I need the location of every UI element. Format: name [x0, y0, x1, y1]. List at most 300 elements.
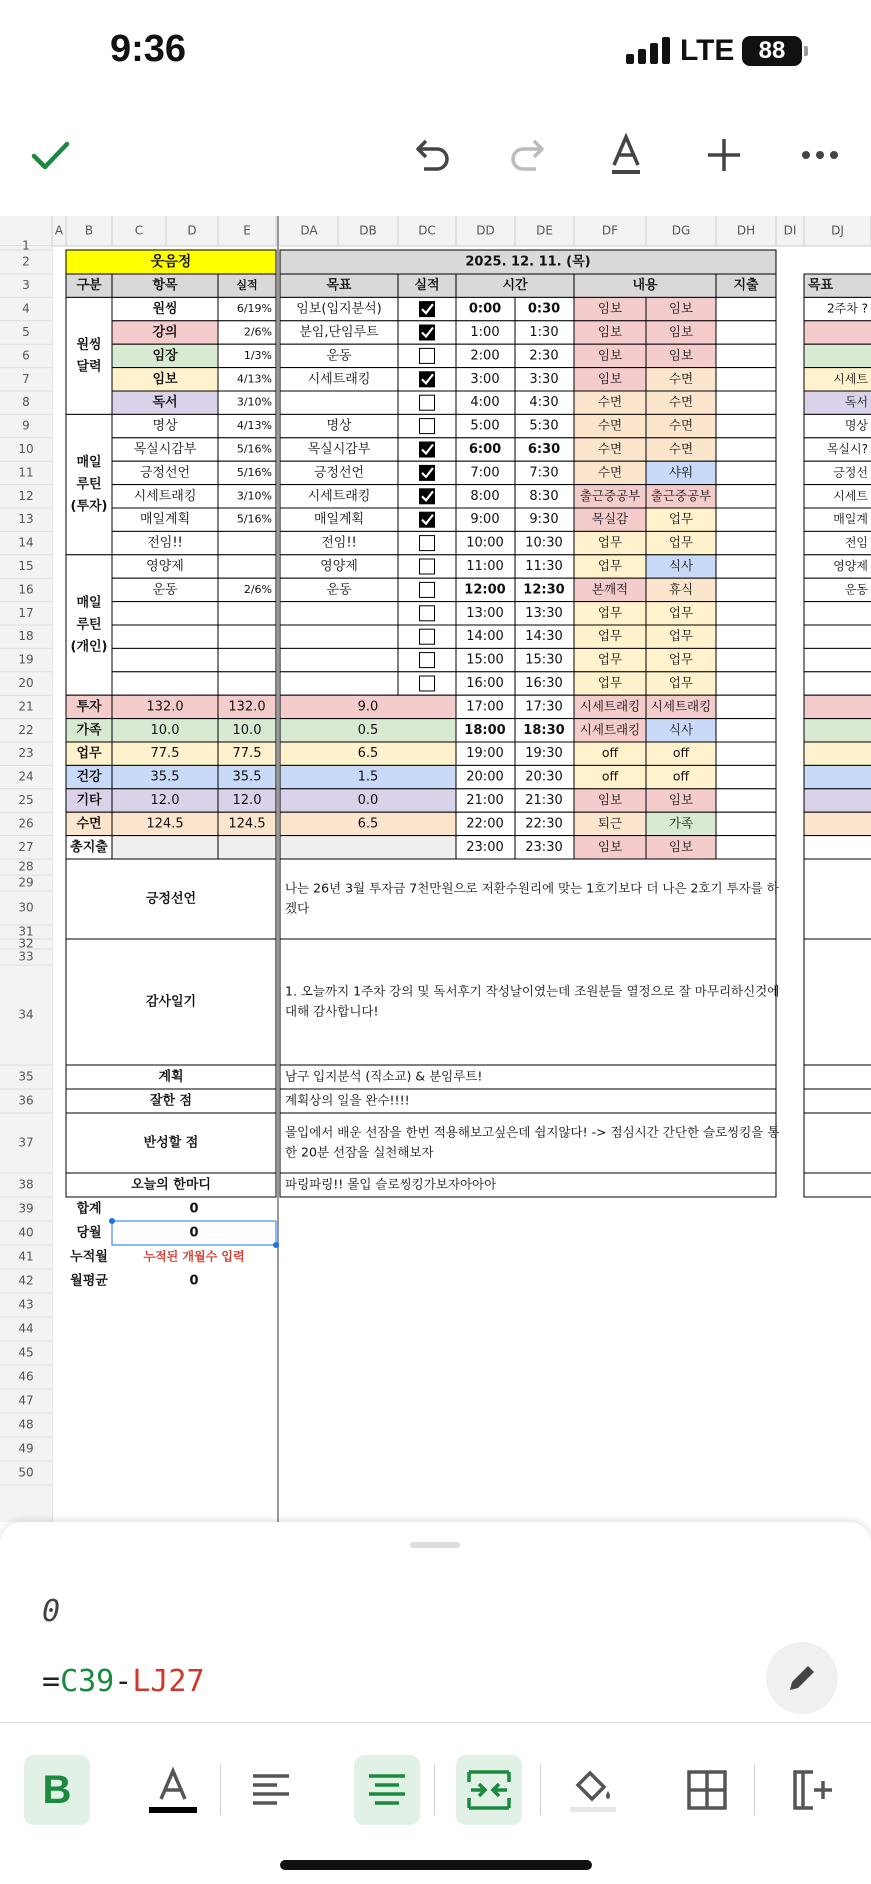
column-header-DJ: DJ [831, 223, 844, 238]
row-header-29: 29 [18, 875, 34, 890]
time-end: 4:30 [529, 395, 559, 411]
time-end: 23:30 [525, 839, 563, 855]
time-start: 20:00 [466, 769, 504, 785]
summary-label: 당월 [76, 1225, 102, 1241]
column-header-E: E [243, 223, 251, 238]
column-header-DD: DD [476, 223, 495, 238]
expense-cell [716, 438, 776, 461]
content-second: 업무 [668, 534, 694, 550]
time-end: 6:30 [527, 442, 561, 457]
item-label: 매일계획 [139, 512, 191, 528]
category-actual: 10.0 [232, 722, 262, 738]
goal-label: 운동 [326, 348, 352, 364]
result-cell [218, 555, 276, 578]
time-end: 22:30 [525, 816, 563, 832]
pencil-icon [784, 1660, 820, 1696]
column-header-DE: DE [536, 223, 553, 238]
column-header-DI: DI [783, 223, 797, 238]
fill-color-icon[interactable] [560, 1755, 626, 1825]
checkbox-unchecked [420, 676, 435, 691]
content-first: 시세트래킹 [579, 698, 641, 714]
peek-cat-cell [804, 812, 871, 835]
goal-label: 명상 [326, 418, 352, 434]
time-end: 0:30 [527, 301, 561, 317]
column-header-DA: DA [300, 223, 318, 238]
group-label: (투자) [70, 499, 108, 515]
time-end: 12:30 [523, 582, 565, 598]
content-second: 식사 [668, 721, 694, 737]
peek-text: 매일계 [833, 512, 868, 527]
column-header-DC: DC [418, 223, 436, 238]
content-second: 휴식 [668, 581, 694, 597]
content-first: 수면 [597, 464, 623, 480]
time-end: 20:30 [525, 769, 563, 785]
time-start: 11:00 [466, 559, 504, 574]
header-category: 구분 [76, 278, 102, 294]
time-start: 1:00 [470, 325, 500, 340]
column-header-DF: DF [601, 223, 619, 238]
time-start: 8:00 [470, 488, 500, 504]
item-cell [112, 625, 218, 648]
item-cell [112, 648, 218, 671]
time-start: 14:00 [466, 629, 504, 645]
content-second: 업무 [668, 604, 694, 620]
summary-label: 누적월 [70, 1249, 108, 1265]
expense-cell [716, 321, 776, 344]
time-start: 6:00 [468, 442, 502, 457]
group-label: 루틴 [76, 477, 102, 493]
time-end: 21:30 [525, 793, 563, 808]
expense-cell [716, 391, 776, 414]
goal-label: 목실시감부 [307, 442, 371, 457]
content-second: 샤워 [668, 464, 694, 480]
peek-cell [804, 672, 871, 695]
row-header-40: 40 [18, 1225, 34, 1240]
affirmation-body-text: 나는 26년 3월 투자금 7천만원으로 저환수원리에 맞는 1호기보다 더 나은 2호기 투자를 하 [285, 880, 779, 896]
left-title: 웃음정 [150, 254, 192, 270]
time-start: 0:00 [468, 301, 502, 317]
category-amount: 12.0 [150, 793, 180, 808]
row-header-13: 13 [18, 512, 34, 527]
goal-cell [280, 625, 398, 648]
content-second: 임보 [668, 324, 694, 339]
content-second: 시세트래킹 [650, 698, 712, 714]
time-end: 15:30 [525, 652, 563, 668]
content-first: 임보 [597, 792, 623, 807]
well-done-body-text: 계획상의 일을 완수!!!! [285, 1092, 410, 1108]
row-header-15: 15 [18, 559, 34, 573]
group-cell [66, 297, 112, 414]
content-first: 출근중공부 [579, 487, 641, 503]
row-header-17: 17 [18, 605, 34, 620]
undo-icon[interactable] [404, 120, 460, 190]
time-end: 8:30 [529, 488, 559, 504]
time-start: 23:00 [466, 839, 504, 855]
drag-handle[interactable] [410, 1542, 460, 1548]
column-header-B: B [84, 223, 94, 238]
peek-text: 운동 [844, 582, 868, 597]
expense-cell [716, 297, 776, 320]
item-result: 4/13% [236, 419, 272, 433]
content-first: 임보 [597, 347, 623, 363]
item-result: 2/6% [243, 582, 272, 596]
text-color-icon[interactable] [140, 1755, 206, 1825]
add-icon[interactable] [696, 120, 752, 190]
gratitude-body-text: 대해 감사합니다! [285, 1003, 379, 1019]
item-label: 운동 [152, 582, 178, 598]
content-second: 수면 [668, 417, 694, 433]
category-actual: 132.0 [228, 699, 266, 715]
item-result: 6/19% [236, 302, 272, 316]
expense-cell [716, 672, 776, 695]
goal-cell [280, 648, 398, 671]
result-cell [218, 648, 276, 671]
time-start: 4:00 [470, 395, 500, 411]
item-label: 목실시감부 [133, 442, 197, 457]
category-label: 투자 [76, 699, 102, 715]
checkbox-unchecked [420, 559, 435, 574]
formula-text[interactable]: =C39-LJ27 [42, 1664, 205, 1699]
row-header-1: 1 [22, 238, 30, 253]
one-word-body-text: 파링파링!! 몰입 슬로씽킹가보자아아아 [285, 1176, 497, 1192]
header-content: 내용 [632, 278, 658, 294]
status-bar [0, 0, 871, 100]
date-label: 2025. 12. 11. (목) [465, 254, 591, 270]
battery-icon: 88 [742, 36, 802, 66]
category-actual: 12.0 [232, 793, 262, 808]
time-end: 10:30 [525, 535, 563, 551]
time-end: 14:30 [525, 629, 563, 645]
goal-label: 시세트래킹 [307, 488, 371, 504]
content-first: 시세트래킹 [579, 721, 641, 737]
selection-handle [109, 1218, 115, 1224]
checkbox-checked [419, 512, 435, 528]
goal-sum: 1.5 [357, 769, 379, 785]
row-header-36: 36 [18, 1093, 34, 1108]
row-header-44: 44 [18, 1321, 34, 1336]
summary-value: 0 [189, 1201, 199, 1217]
expense-cell [716, 461, 776, 484]
group-label: 달력 [76, 359, 102, 375]
spreadsheet-grid[interactable] [0, 216, 871, 1522]
row-header-30: 30 [18, 900, 34, 915]
time-start: 17:00 [466, 699, 504, 715]
header-item: 항목 [152, 278, 178, 294]
content-second: 임보 [668, 838, 694, 854]
content-second: 업무 [668, 675, 694, 690]
goal-label: 영양제 [320, 559, 358, 574]
time-start: 5:00 [470, 418, 500, 434]
item-label: 독서 [152, 395, 178, 411]
row-header-24: 24 [18, 769, 34, 784]
row-header-9: 9 [22, 418, 30, 433]
row-header-20: 20 [18, 676, 34, 690]
row-header-32: 32 [18, 936, 34, 951]
column-header-DG: DG [671, 223, 691, 238]
content-second: 식사 [668, 558, 694, 573]
column-header-DB: DB [359, 223, 377, 238]
content-first: 업무 [597, 651, 623, 667]
row-header-22: 22 [18, 722, 34, 737]
peek-body [804, 859, 871, 1197]
content-second: 업무 [668, 511, 694, 527]
header-done: 실적 [414, 278, 440, 294]
checkbox-unchecked [420, 582, 435, 597]
peek-cat-cell [804, 789, 871, 812]
summary-value: 0 [189, 1273, 199, 1289]
affirmation-body-text: 겠다 [285, 900, 310, 916]
row-header-46: 46 [18, 1369, 34, 1384]
result-cell [218, 625, 276, 648]
row-header-47: 47 [18, 1393, 34, 1408]
expense-cell [716, 602, 776, 625]
goal-sum: 6.5 [357, 816, 379, 832]
checkbox-unchecked [420, 653, 435, 668]
signal-icon [626, 36, 670, 64]
bold-icon[interactable]: B [24, 1755, 90, 1825]
align-left-icon[interactable] [238, 1755, 304, 1825]
content-second: 출근중공부 [650, 487, 712, 503]
goal-label: 긍정선언 [313, 465, 365, 481]
row-header-31: 31 [18, 924, 34, 939]
row-header-19: 19 [18, 652, 34, 667]
time-end: 7:30 [529, 465, 559, 481]
row-header-43: 43 [18, 1297, 34, 1312]
item-result: 5/16% [236, 442, 272, 456]
item-result: 5/16% [236, 465, 272, 479]
checkbox-unchecked [420, 419, 435, 434]
gratitude-body [280, 939, 776, 1065]
content-first: 퇴근 [597, 815, 623, 831]
peek-cell [804, 648, 871, 671]
content-first: 임보 [597, 300, 623, 316]
time-end: 13:30 [525, 605, 563, 621]
column-header-A: A [54, 223, 64, 238]
content-first: 업무 [597, 675, 623, 690]
reflection-label: 반성할 점 [143, 1135, 199, 1151]
row-header-42: 42 [18, 1273, 34, 1288]
content-second: 수면 [668, 441, 694, 456]
row-header-49: 49 [18, 1441, 34, 1456]
expense-cell [716, 836, 776, 859]
time-start: 10:00 [466, 535, 504, 551]
result-cell [218, 602, 276, 625]
item-result: 2/6% [243, 325, 272, 339]
expense-cell [716, 368, 776, 391]
peek-cat-cell [804, 836, 871, 859]
peek-cat-cell [804, 765, 871, 788]
time-start: 18:00 [464, 722, 506, 738]
format-toolbar [0, 1722, 871, 1832]
content-second: 업무 [668, 651, 694, 667]
row-header-35: 35 [18, 1069, 34, 1084]
checkbox-checked [419, 442, 435, 458]
goal-sum: 9.0 [357, 699, 379, 715]
text-format-icon[interactable] [598, 120, 654, 190]
merge-cells-icon[interactable] [456, 1755, 522, 1825]
row-header-41: 41 [18, 1249, 34, 1264]
category-amount: 132.0 [146, 699, 184, 715]
goal-label: 운동 [326, 582, 352, 598]
peek-cat-cell [804, 742, 871, 765]
plan-label: 계획 [158, 1069, 184, 1085]
peek-text: 긍정선 [833, 465, 868, 480]
row-header-2: 2 [22, 254, 30, 269]
category-label: 건강 [76, 769, 102, 785]
header-expense: 지출 [733, 278, 759, 294]
goal-sum-cell [280, 836, 456, 859]
goal-sum: 6.5 [357, 746, 379, 762]
column-header-C: C [134, 223, 144, 238]
expense-cell [716, 578, 776, 601]
goal-label: 매일계획 [313, 512, 365, 528]
expense-cell [716, 719, 776, 742]
category-amount: 35.5 [150, 769, 180, 785]
item-result: 1/3% [243, 348, 272, 362]
top-toolbar [0, 120, 871, 200]
reflection-body-text: 몰입에서 배운 선잠을 한번 적용해보고싶은데 쉽지않다! -> 점심시간 간단한 슬로씽킹을 통 [285, 1124, 780, 1140]
row-header-6: 6 [22, 348, 30, 363]
row-header-4: 4 [22, 301, 30, 316]
expense-cell [716, 625, 776, 648]
category-result [218, 836, 276, 859]
checkbox-unchecked [420, 606, 435, 621]
formula-panel [0, 1522, 871, 1884]
summary-value: 0 [189, 1225, 199, 1241]
time-start: 15:00 [466, 652, 504, 668]
time-end: 11:30 [525, 559, 563, 574]
status-time: 9:36 [110, 28, 187, 70]
row-header-10: 10 [18, 442, 34, 456]
peek-text: 2주차 ? [826, 301, 868, 316]
align-center-icon[interactable] [354, 1755, 420, 1825]
row-header-50: 50 [18, 1465, 34, 1480]
column-header-DH: DH [736, 223, 756, 238]
content-second: off [672, 768, 690, 784]
goal-label: 임보(입지분석) [296, 301, 382, 317]
category-amount: 10.0 [150, 722, 180, 738]
time-start: 16:00 [466, 676, 504, 691]
row-header-3: 3 [22, 278, 30, 293]
peek-text: 시세트 [833, 488, 868, 503]
peek-text: 목실시? [826, 442, 868, 456]
content-first: 업무 [597, 604, 623, 620]
checkbox-checked [419, 325, 435, 341]
item-label: 전임!! [147, 535, 183, 551]
row-header-14: 14 [18, 535, 34, 550]
content-first: 업무 [597, 628, 623, 644]
row-header-7: 7 [22, 371, 30, 386]
category-amount: 77.5 [150, 746, 180, 762]
more-icon[interactable] [792, 120, 848, 190]
checkbox-unchecked [420, 536, 435, 551]
item-label: 영양제 [146, 559, 184, 574]
category-label: 기타 [76, 793, 102, 808]
content-second: off [672, 745, 690, 761]
insert-column-icon[interactable] [780, 1755, 846, 1825]
goal-cell [280, 391, 398, 414]
category-label: 가족 [76, 722, 102, 738]
result-cell [218, 672, 276, 695]
time-start: 3:00 [470, 371, 500, 387]
item-result: 3/10% [236, 395, 272, 409]
row-header-34: 34 [18, 1007, 34, 1022]
content-first: 수면 [597, 441, 623, 456]
time-start: 7:00 [470, 465, 500, 481]
item-label: 원씽 [152, 301, 178, 317]
group-label: 매일 [76, 595, 102, 611]
edit-button[interactable] [766, 1642, 838, 1714]
row-header-21: 21 [18, 699, 34, 714]
row-header-18: 18 [18, 629, 34, 644]
checkbox-unchecked [420, 395, 435, 410]
time-end: 5:30 [529, 418, 559, 434]
peek-text: 시세트 [833, 371, 868, 386]
content-first: 본깨적 [591, 581, 629, 597]
peek-cell [804, 625, 871, 648]
network-label: LTE [680, 34, 735, 67]
peek-cell [804, 602, 871, 625]
expense-cell [716, 648, 776, 671]
time-end: 16:30 [525, 676, 563, 691]
item-result: 4/13% [236, 372, 272, 386]
row-header-8: 8 [22, 395, 30, 410]
content-first: 임보 [597, 838, 623, 854]
row-header-39: 39 [18, 1201, 34, 1216]
peek-header-label: 목표 [808, 278, 834, 294]
time-end: 2:30 [529, 348, 559, 364]
check-icon[interactable] [20, 120, 80, 190]
time-end: 9:30 [529, 512, 559, 528]
row-header-38: 38 [18, 1177, 34, 1192]
time-end: 18:30 [523, 722, 565, 738]
checkbox-unchecked [420, 348, 435, 363]
checkbox-checked [419, 301, 435, 317]
goal-label: 전임!! [321, 535, 357, 551]
time-start: 9:00 [470, 512, 500, 528]
row-header-33: 33 [18, 949, 34, 964]
peek-cell [804, 344, 871, 367]
header-goal: 목표 [326, 278, 352, 294]
group-label: 매일 [76, 455, 102, 471]
home-indicator [280, 1860, 592, 1870]
content-first: 임보 [597, 370, 623, 386]
time-start: 12:00 [464, 582, 506, 598]
item-cell [112, 602, 218, 625]
redo-icon[interactable] [500, 120, 556, 190]
category-actual: 124.5 [228, 816, 266, 832]
row-header-48: 48 [18, 1417, 34, 1432]
item-label: 긍정선언 [139, 465, 191, 481]
goal-cell [280, 602, 398, 625]
peek-text: 영양제 [833, 559, 868, 573]
expense-cell [716, 812, 776, 835]
goal-label: 시세트래킹 [307, 371, 371, 387]
plan-body-text: 남구 입지분석 (직소교) & 분임루트! [285, 1068, 483, 1084]
time-end: 1:30 [529, 325, 559, 340]
column-header-D: D [187, 223, 197, 238]
peek-cell [804, 321, 871, 344]
content-first: off [601, 768, 619, 784]
item-label: 명상 [152, 418, 178, 434]
borders-icon[interactable] [674, 1755, 740, 1825]
result-cell [218, 531, 276, 554]
row-header-16: 16 [18, 582, 34, 597]
item-cell [112, 672, 218, 695]
time-start: 2:00 [470, 348, 500, 364]
peek-text: 전임 [844, 535, 868, 550]
expense-cell [716, 485, 776, 508]
